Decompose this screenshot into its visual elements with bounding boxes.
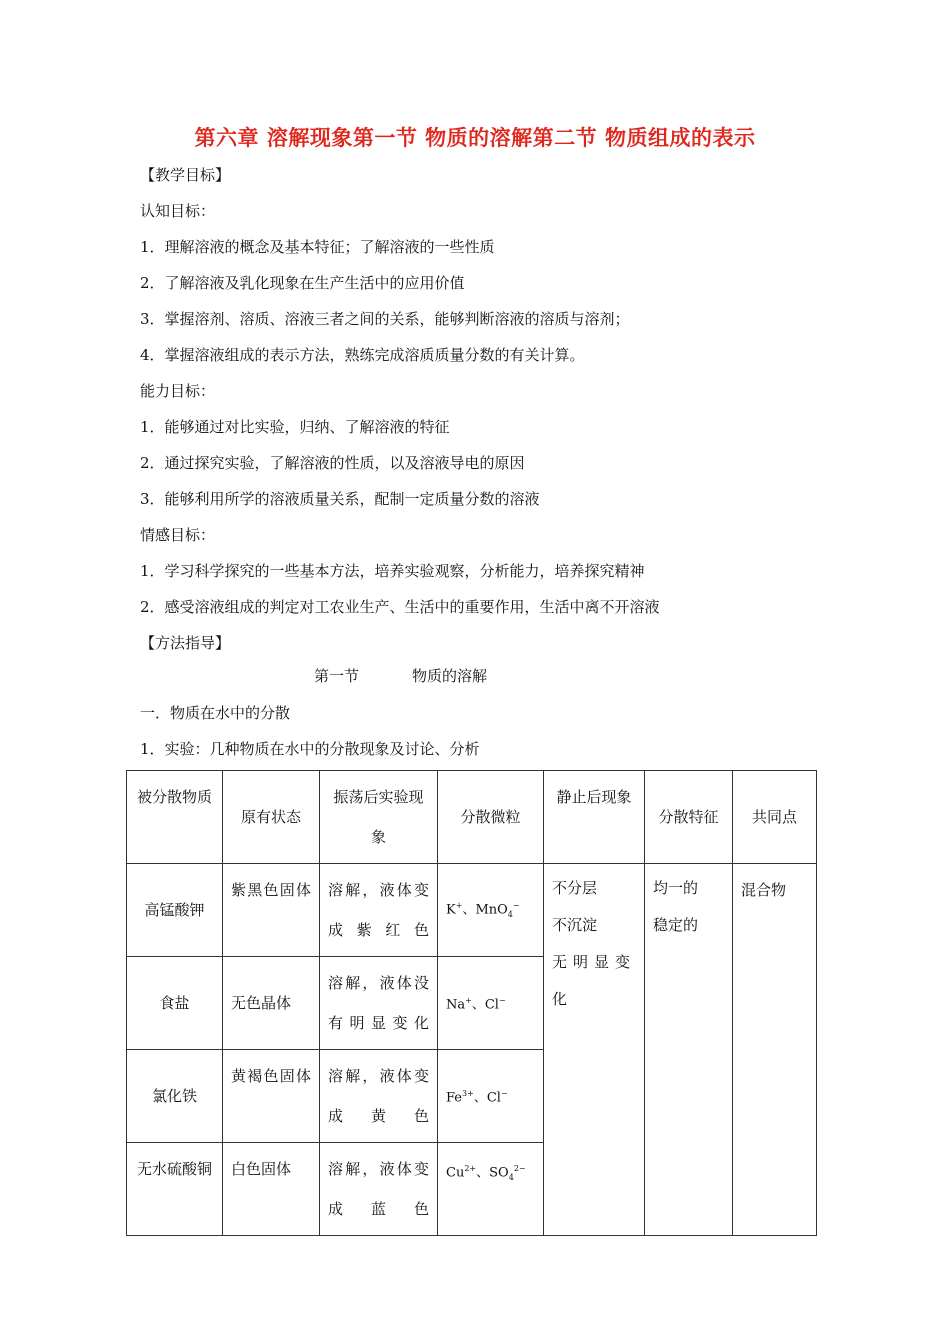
phenomenon-cell: 溶解，液体变成紫红色 xyxy=(320,864,438,957)
after-static-line-2: 不沉淀 xyxy=(552,916,598,934)
dispersion-table xyxy=(126,770,817,1236)
particles-cell: K+、MnO$_4$− xyxy=(438,864,544,957)
cognitive-goal-3: 3．掌握溶剂、溶质、溶液三者之间的关系，能够判断溶液的溶质与溶剂； xyxy=(140,310,630,328)
affective-goal-2: 2．感受溶液组成的判定对工农业生产、生活中的重要作用，生活中离不开溶液 xyxy=(140,598,660,616)
state-cell: 白色固体 xyxy=(223,1143,320,1236)
particles-cell: $Fe^{3+}$、Cl− xyxy=(438,1050,544,1143)
after-static-line-3: 无明显变化 xyxy=(552,953,637,1008)
common-cell: 混合物 xyxy=(733,864,817,1236)
after-static-cell xyxy=(544,864,645,1236)
header-state: 原有状态 xyxy=(223,771,320,864)
header-after-static: 静止后现象 xyxy=(544,771,645,864)
header-phenomenon: 振荡后实验现象 xyxy=(320,771,438,864)
particles-cell: $Cu^{2+}$、$SO_4^{2-}$ xyxy=(438,1143,544,1236)
state-cell: 黄褐色固体 xyxy=(223,1050,320,1143)
after-static-line-1: 不分层 xyxy=(552,879,598,897)
substance-cell: 无水硫酸铜 xyxy=(127,1143,223,1236)
ability-goals-heading: 能力目标： xyxy=(140,382,216,400)
ability-goal-3: 3．能够利用所学的溶液质量关系，配制一定质量分数的溶液 xyxy=(140,490,540,508)
substance-cell: 高锰酸钾 xyxy=(127,864,223,957)
particles-cell: Na+、Cl− xyxy=(438,957,544,1050)
affective-goal-1: 1．学习科学探究的一些基本方法，培养实验观察，分析能力，培养探究精神 xyxy=(140,562,645,580)
table-header-row xyxy=(127,771,817,864)
header-feature: 分散特征 xyxy=(645,771,733,864)
affective-goals-heading: 情感目标： xyxy=(140,526,216,544)
table-row xyxy=(127,864,817,957)
experiment-heading: 1．实验：几种物质在水中的分散现象及讨论、分析 xyxy=(140,740,480,758)
cognitive-goals-heading: 认知目标： xyxy=(140,202,216,220)
ability-goal-2: 2．通过探究实验，了解溶液的性质，以及溶液导电的原因 xyxy=(140,454,525,472)
phenomenon-cell: 溶解，液体变成黄色 xyxy=(320,1050,438,1143)
section-number: 第一节 xyxy=(314,667,360,685)
header-particles: 分散微粒 xyxy=(438,771,544,864)
document-title: 第六章 溶解现象第一节 物质的溶解第二节 物质组成的表示 xyxy=(194,126,756,150)
feature-line-1: 均一的 xyxy=(653,879,699,897)
phenomenon-cell: 溶解，液体没有明显变化 xyxy=(320,957,438,1050)
phenomenon-cell: 溶解，液体变成蓝色 xyxy=(320,1143,438,1236)
cognitive-goal-4: 4．掌握溶液组成的表示方法，熟练完成溶质质量分数的有关计算。 xyxy=(140,346,585,364)
method-guide-heading: 【方法指导】 xyxy=(140,634,231,652)
ability-goal-1: 1．能够通过对比实验，归纳、了解溶液的特征 xyxy=(140,418,450,436)
feature-line-2: 稳定的 xyxy=(653,916,699,934)
header-common: 共同点 xyxy=(733,771,817,864)
teaching-goals-heading: 【教学目标】 xyxy=(140,166,231,184)
subsection-heading: 一．物质在水中的分散 xyxy=(140,704,291,722)
section-name: 物质的溶解 xyxy=(412,667,488,685)
header-substance: 被分散物质 xyxy=(127,771,223,864)
substance-cell: 食盐 xyxy=(127,957,223,1050)
cognitive-goal-2: 2．了解溶液及乳化现象在生产生活中的应用价值 xyxy=(140,274,465,292)
state-cell: 无色晶体 xyxy=(223,957,320,1050)
substance-cell: 氯化铁 xyxy=(127,1050,223,1143)
cognitive-goal-1: 1．理解溶液的概念及基本特征；了解溶液的一些性质 xyxy=(140,238,495,256)
feature-cell xyxy=(645,864,733,1236)
state-cell: 紫黑色固体 xyxy=(223,864,320,957)
